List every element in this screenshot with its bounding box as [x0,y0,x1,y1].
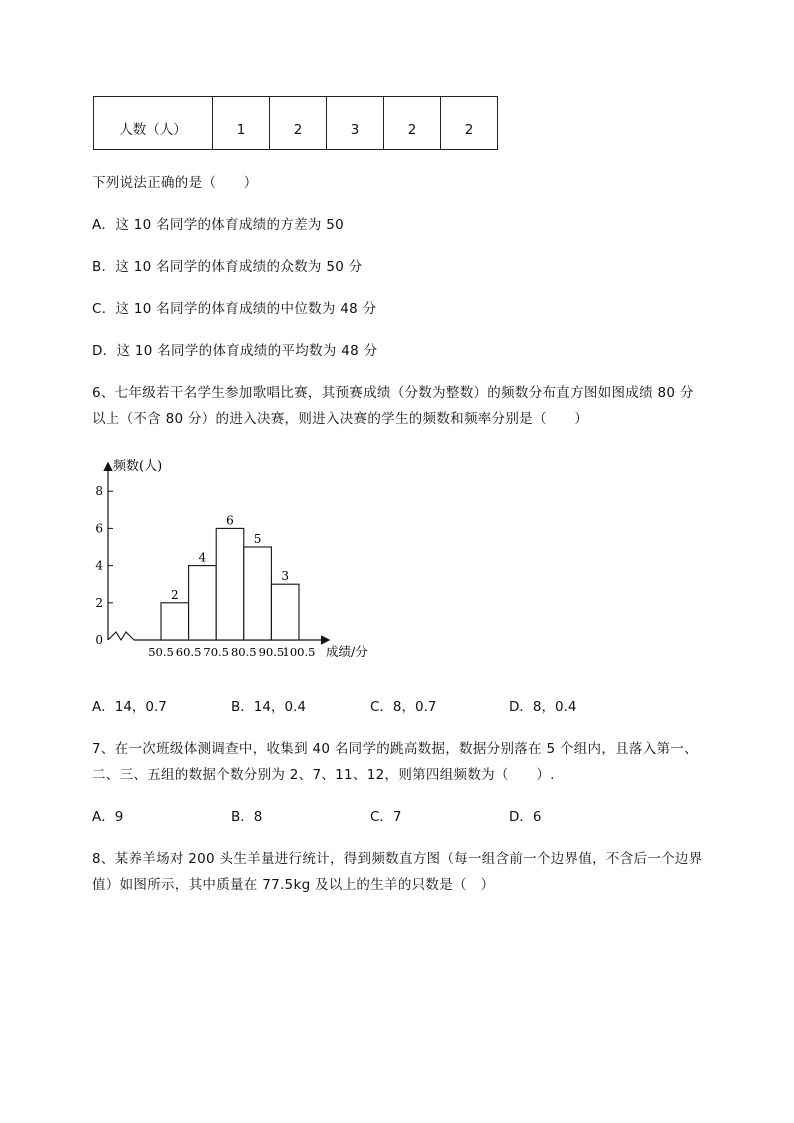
x-tick-label: 60.5 [175,645,202,659]
table-row [94,97,498,150]
q7-stem-line1: 7、在一次班级体测调查中，收集到 40 名同学的跳高数据，数据分别落在 5 个组内，且落入第一、 [92,741,698,757]
y-tick-label: 8 [95,484,103,499]
q5-option-d: D．这 10 名同学的体育成绩的平均数为 48 分 [92,343,378,359]
q7-options [92,805,541,825]
table-cell: 2 [384,97,441,150]
y-tick-label: 2 [95,595,103,610]
histogram-bar [271,584,299,640]
q6-stem-line1: 6、七年级若干名学生参加歌唱比赛，其预赛成绩（分数为整数）的频数分布直方图如图成绩 80 分 [92,385,694,401]
q6-option-a: A．14，0.7 [92,699,167,715]
bar-value-label: 3 [281,569,290,584]
y-tick-label: 0 [95,633,103,647]
score-table [93,96,498,150]
x-tick-label: 100.5 [282,645,316,659]
y-tick-label: 6 [95,521,103,536]
histogram-bar [244,547,272,640]
q8-stem-line1: 8、某养羊场对 200 头生羊量进行统计，得到频数直方图（每一组含前一个边界值，不含后一个边界 [92,851,703,867]
histogram-chart [86,452,386,667]
bar-value-label: 5 [253,532,262,546]
q6-option-b: B．14，0.4 [231,699,306,715]
histogram-bar [216,528,244,640]
bar-value-label: 6 [226,513,234,528]
q7-option-a: A．9 [92,809,124,825]
histogram-bar [161,603,189,640]
histogram-bar [189,566,217,640]
q7-stem-line2: 二、三、五组的数据个数分别为 2、7、11、12，则第四组频数为（ ）. [92,767,555,783]
y-axis-label: 频数(人) [113,459,163,474]
x-tick-label: 90.5 [258,645,285,659]
bar-value-label: 4 [198,550,207,565]
q5-option-b: B．这 10 名同学的体育成绩的众数为 50 分 [92,259,363,275]
q5-option-a: A．这 10 名同学的体育成绩的方差为 50 [92,217,345,233]
x-tick-label: 70.5 [203,645,230,659]
q8-stem-line2: 值）如图所示，其中质量在 77.5kg 及以上的生羊的只数是（ ） [92,877,495,893]
table-cell: 2 [441,97,498,150]
q6-option-d: D．8，0.4 [509,699,577,715]
q6-option-c: C．8，0.7 [370,699,437,715]
q5-option-c: C．这 10 名同学的体育成绩的中位数为 48 分 [92,301,377,317]
q6-stem-line2: 以上（不含 80 分）的进入决赛，则进入决赛的学生的频数和频率分别是（ ） [92,411,589,427]
q6-options [92,695,576,715]
bar-value-label: 2 [170,587,179,602]
axis-break [108,632,134,640]
y-tick-label: 4 [95,558,103,573]
x-tick-label: 80.5 [230,645,257,659]
x-tick-label: 50.5 [148,645,174,659]
table-cell: 3 [327,97,384,150]
table-cell: 1 [213,97,270,150]
table-cell: 2 [270,97,327,150]
q5-stem: 下列说法正确的是（ ） [92,175,258,191]
table-row-label: 人数（人） [94,97,213,150]
x-axis-label: 成绩/分 [326,644,368,659]
q7-option-d: D．6 [509,809,542,825]
q7-option-b: B．8 [231,809,263,825]
q7-option-c: C．7 [370,809,402,825]
